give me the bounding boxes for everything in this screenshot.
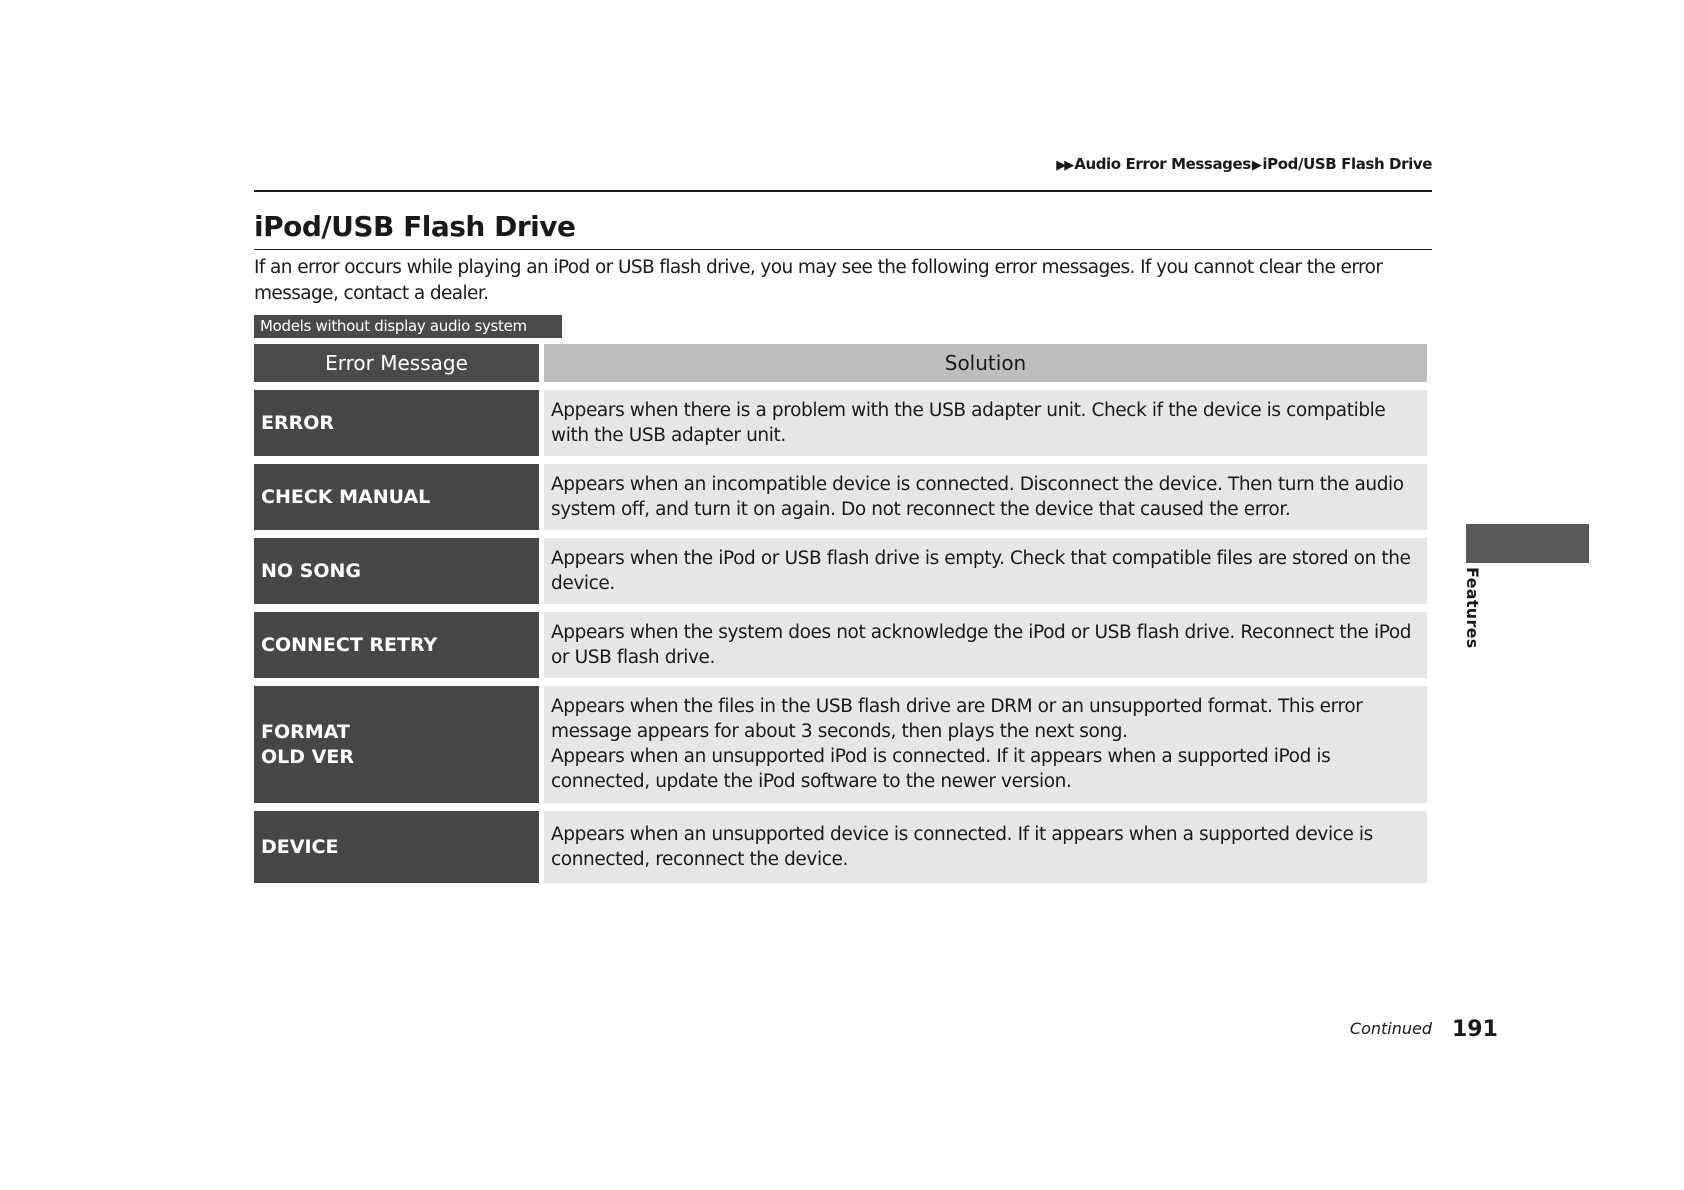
solution-text: Appears when an unsupported device is connected. If it appears when a supported device is connected, reconnect the device.	[551, 823, 1373, 870]
breadcrumb-item-ipod-usb[interactable]: iPod/USB Flash Drive	[1262, 155, 1432, 173]
table-row	[254, 811, 1427, 883]
column-header-error-message: Error Message	[254, 344, 544, 382]
solution-cell	[544, 612, 1427, 678]
error-message-cell	[254, 464, 544, 530]
solution-cell	[544, 538, 1427, 604]
error-message-cell	[254, 612, 544, 678]
section-tab-label: Features	[1463, 567, 1482, 649]
table-row	[254, 464, 1427, 530]
column-header-solution: Solution	[544, 344, 1427, 382]
error-message-cell	[254, 811, 544, 883]
triangle-right-icon: ▶	[1251, 158, 1262, 173]
solution-text: Appears when the files in the USB flash drive are DRM or an unsupported format. This error message appears for about 3 seconds, then plays the next song.	[551, 696, 1363, 742]
breadcrumb-item-audio-error-messages[interactable]: Audio Error Messages	[1074, 155, 1251, 173]
solution-text: Appears when an incompatible device is connected. Disconnect the device. Then turn the audio system off, and turn it on again. Do not reconnect the device that caused the error.	[551, 473, 1404, 520]
page-number: 191	[1452, 1017, 1498, 1042]
models-tag: Models without display audio system	[254, 315, 562, 338]
section-tab-marker	[1466, 524, 1589, 563]
solution-text: Appears when the iPod or USB flash drive is empty. Check that compatible files are stored on the device.	[551, 547, 1411, 594]
table-row	[254, 686, 1427, 803]
double-triangle-right-icon: ▶▶	[1056, 158, 1073, 173]
intro-paragraph: If an error occurs while playing an iPod or USB flash drive, you may see the following error messages. If you cannot clear the error message, contact a dealer.	[254, 257, 1383, 304]
breadcrumb	[1000, 155, 1432, 173]
solution-text: Appears when an unsupported iPod is connected. If it appears when a supported iPod is connected, update the iPod software to the newer version.	[551, 746, 1331, 792]
title-rule	[254, 249, 1432, 250]
solution-text: Appears when the system does not acknowledge the iPod or USB flash drive. Reconnect the iPod or USB flash drive.	[551, 621, 1412, 668]
error-message-text: FORMAT	[261, 720, 350, 743]
error-message-text: DEVICE	[261, 835, 339, 858]
error-message-text: CHECK MANUAL	[261, 485, 431, 508]
solution-cell	[544, 464, 1427, 530]
header-rule	[254, 190, 1432, 192]
continued-label: Continued	[1349, 1019, 1432, 1038]
solution-cell	[544, 686, 1427, 803]
error-message-cell	[254, 390, 544, 456]
error-message-text: NO SONG	[261, 559, 362, 582]
error-message-table	[254, 336, 1427, 891]
solution-text: Appears when there is a problem with the USB adapter unit. Check if the device is compatible with the USB adapter unit.	[551, 399, 1386, 446]
page-title: iPod/USB Flash Drive	[254, 210, 576, 243]
table-row	[254, 538, 1427, 604]
solution-cell	[544, 390, 1427, 456]
table-row	[254, 390, 1427, 456]
solution-cell	[544, 811, 1427, 883]
error-message-cell	[254, 686, 544, 803]
error-message-cell	[254, 538, 544, 604]
table-header-row	[254, 344, 1427, 382]
error-message-text: CONNECT RETRY	[261, 633, 438, 656]
error-message-text: ERROR	[261, 411, 335, 434]
table-row	[254, 612, 1427, 678]
error-message-text: OLD VER	[261, 745, 354, 768]
